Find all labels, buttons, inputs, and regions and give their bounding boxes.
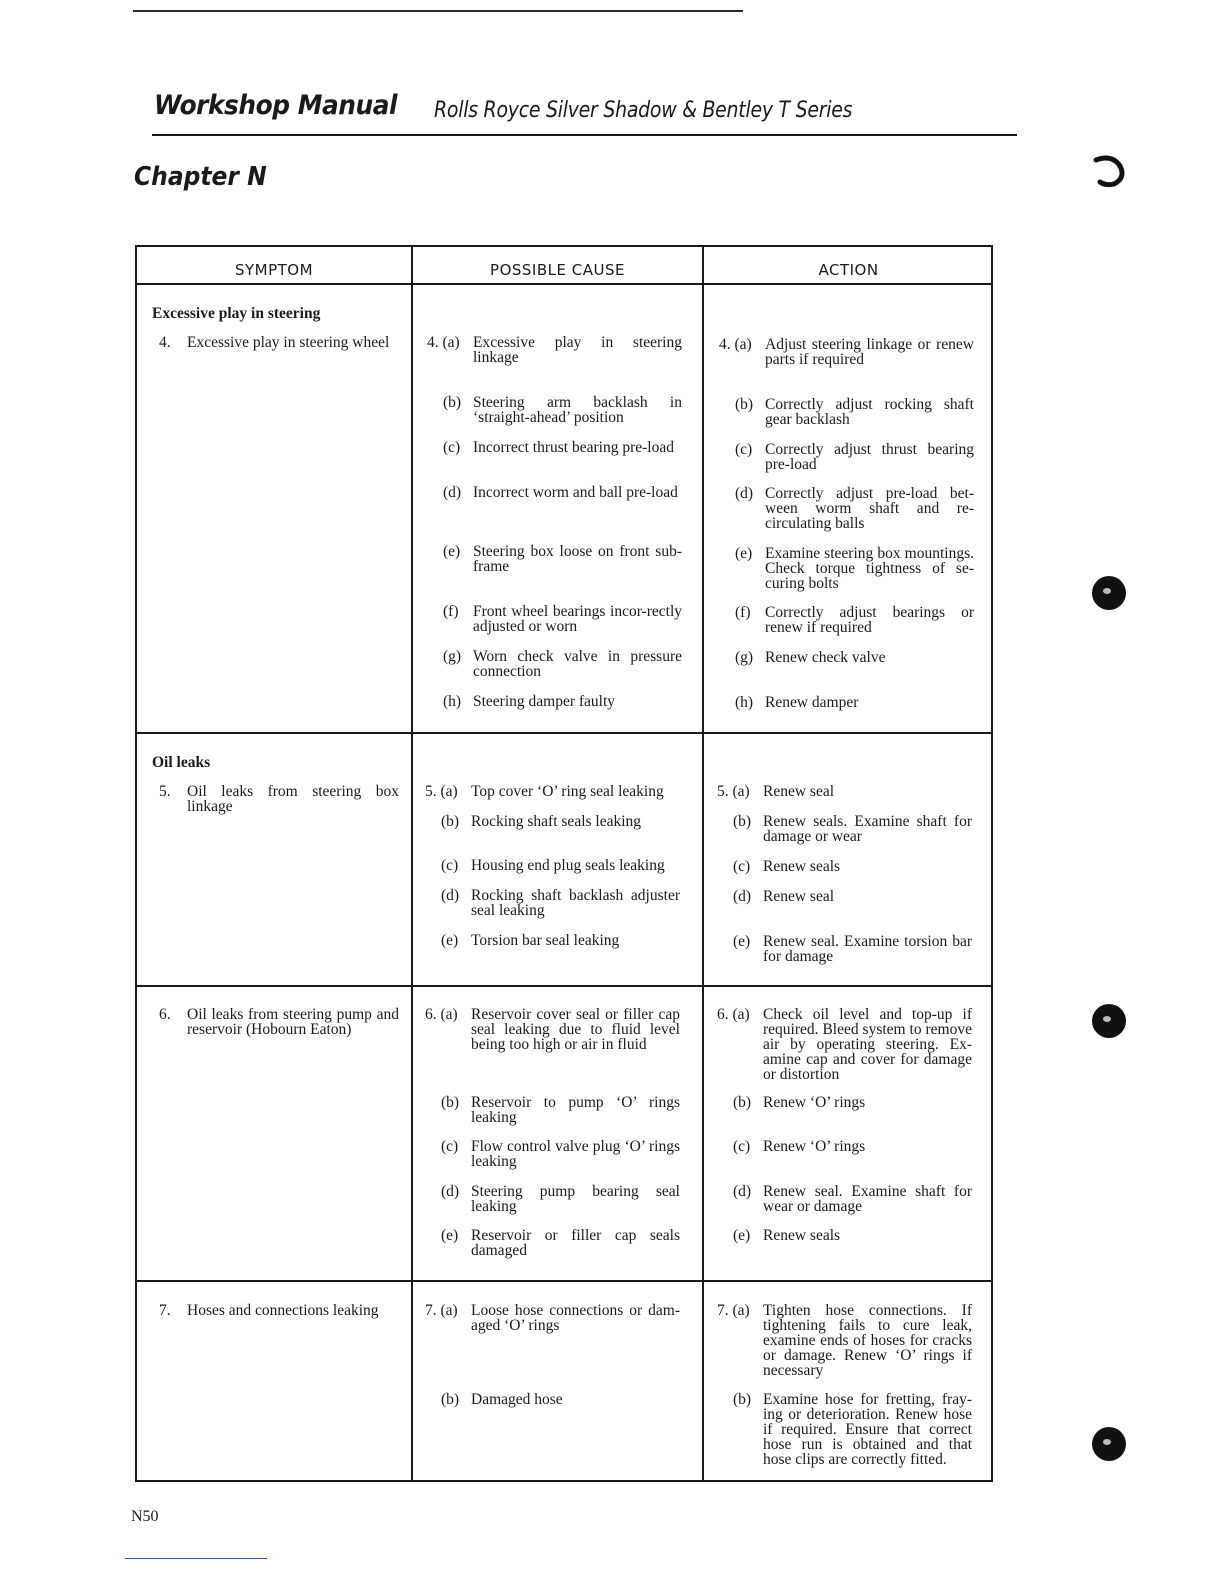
cause-text: Housing end plug seals leaking [471,857,665,874]
action-text: Examine hose for fretting, fray-ing or deterioration. Renew hose if required. Ensure that correct hose run is obtained and that hose clips are correctly fitted. [763,1391,972,1468]
action-item [717,1095,972,1110]
action-text: Correctly adjust rocking shaft gear backlash [765,396,974,428]
cause-label: (d) [443,484,462,501]
cause-item [425,1392,680,1407]
page-header [152,88,1017,136]
symptom [159,1007,399,1037]
cause-text: Rocking shaft seals leaking [471,813,642,830]
cause-label: (d) [441,1183,460,1200]
column-header-symptom: SYMPTOM [234,261,314,279]
cause-item [427,485,682,500]
action-label: (f) [735,604,751,621]
action-label: (b) [733,1391,752,1408]
action-label: (e) [733,933,751,950]
action-text: Examine steering box mountings. Check torque tightness of se-curing bolts [765,545,974,592]
cause-label: (c) [443,439,461,456]
cause-text: Steering pump bearing seal leaking [471,1183,680,1215]
cause-label: (e) [441,1227,459,1244]
action-text: Renew seal. Examine shaft for wear or damage [763,1183,972,1215]
cause-item [427,395,682,425]
symptom-number: 6. [159,1006,171,1023]
cause-item [425,858,680,873]
action-item [717,1228,972,1243]
cause-text: Excessive play in steering linkage [473,334,682,366]
action-label: 7. (a) [717,1302,750,1319]
row-divider [137,283,991,285]
column-header-action: ACTION [818,261,879,279]
cause-label: (c) [441,1138,459,1155]
action-label: (c) [733,1138,751,1155]
action-text: Renew seals [763,1227,841,1244]
symptom [159,784,399,814]
cause-label: (f) [443,603,459,620]
cause-text: Front wheel bearings incor-rectly adjusted or worn [473,603,682,635]
action-text: Correctly adjust bearings or renew if required [765,604,974,636]
action-item [719,337,974,367]
cause-item [425,933,680,948]
action-text: Renew seals. Examine shaft for damage or wear [763,813,972,845]
column-divider [411,247,413,1480]
action-label: (e) [733,1227,751,1244]
cause-text: Incorrect worm and ball pre-load [473,484,678,501]
action-label: (h) [735,694,754,711]
action-label: (b) [735,396,754,413]
action-label: (c) [733,858,751,875]
punch-hole-icon [1092,576,1126,610]
punch-hole-icon [1092,1004,1126,1038]
chapter-title: Chapter N [134,162,267,192]
action-label: (e) [735,545,753,562]
cause-text: Reservoir cover seal or filler cap seal leaking due to fluid level being too high or air in fluid [471,1006,680,1053]
column-divider [702,247,704,1480]
action-item [719,442,974,472]
row-divider [137,732,991,734]
action-text: Renew seals [763,858,841,875]
action-item [719,546,974,591]
action-label: (g) [735,649,754,666]
action-item [717,859,972,874]
cause-text: Rocking shaft backlash adjuster seal leaking [471,887,680,919]
action-item [719,486,974,531]
symptom-text: Oil leaks from steering box linkage [187,783,399,815]
action-text: Correctly adjust pre-load bet-ween worm shaft and re-circulating balls [765,485,974,532]
cause-text: Damaged hose [471,1391,563,1408]
cause-item [425,1228,680,1258]
cause-item [427,335,682,365]
action-text: Renew ‘O’ rings [763,1094,866,1111]
cause-item [427,694,682,709]
action-text: Adjust steering linkage or renew parts if required [765,336,974,368]
top-rule [133,10,743,12]
cause-label: (b) [441,1391,460,1408]
cause-text: Steering box loose on front sub-frame [473,543,682,575]
action-label: (d) [733,1183,752,1200]
symptom [159,1303,399,1318]
action-label: (b) [733,1094,752,1111]
cause-item [425,814,680,829]
action-text: Renew damper [765,694,859,711]
action-text: Renew seal [763,888,835,905]
cause-label: (b) [443,394,462,411]
cause-text: Reservoir to pump ‘O’ rings leaking [471,1094,680,1126]
cause-item [425,784,680,799]
symptom-text: Oil leaks from steering pump and reservoir (Hobourn Eaton) [187,1006,399,1038]
action-text: Correctly adjust thrust bearing pre-load [765,441,974,473]
manual-title: Workshop Manual [154,90,398,121]
action-item [717,1303,972,1378]
punch-hole-icon [1092,1427,1126,1461]
manual-subtitle: Rolls Royce Silver Shadow & Bentley T Series [434,98,853,123]
action-label: (b) [733,813,752,830]
cause-label: (c) [441,857,459,874]
cause-item [425,1184,680,1214]
action-item [717,1007,972,1082]
cause-label: 7. (a) [425,1302,458,1319]
cause-text: Loose hose connections or dam-aged ‘O’ rings [471,1302,680,1334]
cause-text: Steering damper faulty [473,693,616,710]
action-item [717,814,972,844]
action-label: 4. (a) [719,336,752,353]
symptom-number: 4. [159,334,171,351]
action-label: (d) [733,888,752,905]
symptom [159,335,399,350]
section-heading: Excessive play in steering [152,305,321,322]
cause-label: 6. (a) [425,1006,458,1023]
symptom-number: 5. [159,783,171,800]
action-label: 5. (a) [717,783,750,800]
cause-label: (d) [441,887,460,904]
cause-text: Top cover ‘O’ ring seal leaking [471,783,664,800]
cause-label: (e) [441,932,459,949]
action-text: Renew ‘O’ rings [763,1138,866,1155]
symptom-text: Excessive play in steering wheel [187,334,390,351]
troubleshooting-table [135,245,993,1482]
cause-label: (h) [443,693,462,710]
action-item [717,1184,972,1214]
symptom-number: 7. [159,1302,171,1319]
cause-item [425,1139,680,1169]
page-number: N50 [131,1508,159,1525]
row-divider [137,985,991,987]
cause-text: Incorrect thrust bearing pre-load [473,439,674,456]
cause-text: Steering arm backlash in ‘straight-ahead’ position [473,394,682,426]
cause-item [427,544,682,574]
bottom-link-rule [125,1558,267,1559]
cause-item [425,1095,680,1125]
action-text: Tighten hose connections. If tightening fails to cure leak, examine ends of hoses for cracks or damage. Renew ‘O’ rings if necessary [763,1302,972,1379]
action-label: (d) [735,485,754,502]
action-label: (c) [735,441,753,458]
cause-text: Flow control valve plug ‘O’ rings leaking [471,1138,680,1170]
action-item [719,397,974,427]
cause-label: 5. (a) [425,783,458,800]
cause-label: 4. (a) [427,334,460,351]
cause-item [427,649,682,679]
cause-text: Worn check valve in pressure connection [473,648,682,680]
cause-text: Torsion bar seal leaking [471,932,620,949]
action-item [717,934,972,964]
action-item [717,889,972,904]
cause-item [425,1303,680,1333]
action-item [717,1139,972,1154]
cause-label: (g) [443,648,462,665]
cause-text: Reservoir or filler cap seals damaged [471,1227,680,1259]
action-item [719,695,974,710]
binder-edge-icon [1090,152,1130,192]
symptom-text: Hoses and connections leaking [187,1302,379,1319]
row-divider [137,1280,991,1282]
action-text: Renew check valve [765,649,886,666]
action-label: 6. (a) [717,1006,750,1023]
action-text: Check oil level and top-up if required. Bleed system to remove air by operating steering. Ex-amine cap and cover for damage or distortion [763,1006,972,1083]
cause-item [427,604,682,634]
action-item [717,1392,972,1467]
action-item [717,784,972,799]
column-header-possible-cause: POSSIBLE CAUSE [490,261,625,279]
action-text: Renew seal. Examine torsion bar for damage [763,933,972,965]
cause-label: (b) [441,1094,460,1111]
action-text: Renew seal [763,783,835,800]
cause-label: (b) [441,813,460,830]
cause-item [427,440,682,455]
cause-label: (e) [443,543,461,560]
cause-item [425,888,680,918]
cause-item [425,1007,680,1052]
action-item [719,650,974,665]
action-item [719,605,974,635]
section-heading: Oil leaks [152,754,211,771]
